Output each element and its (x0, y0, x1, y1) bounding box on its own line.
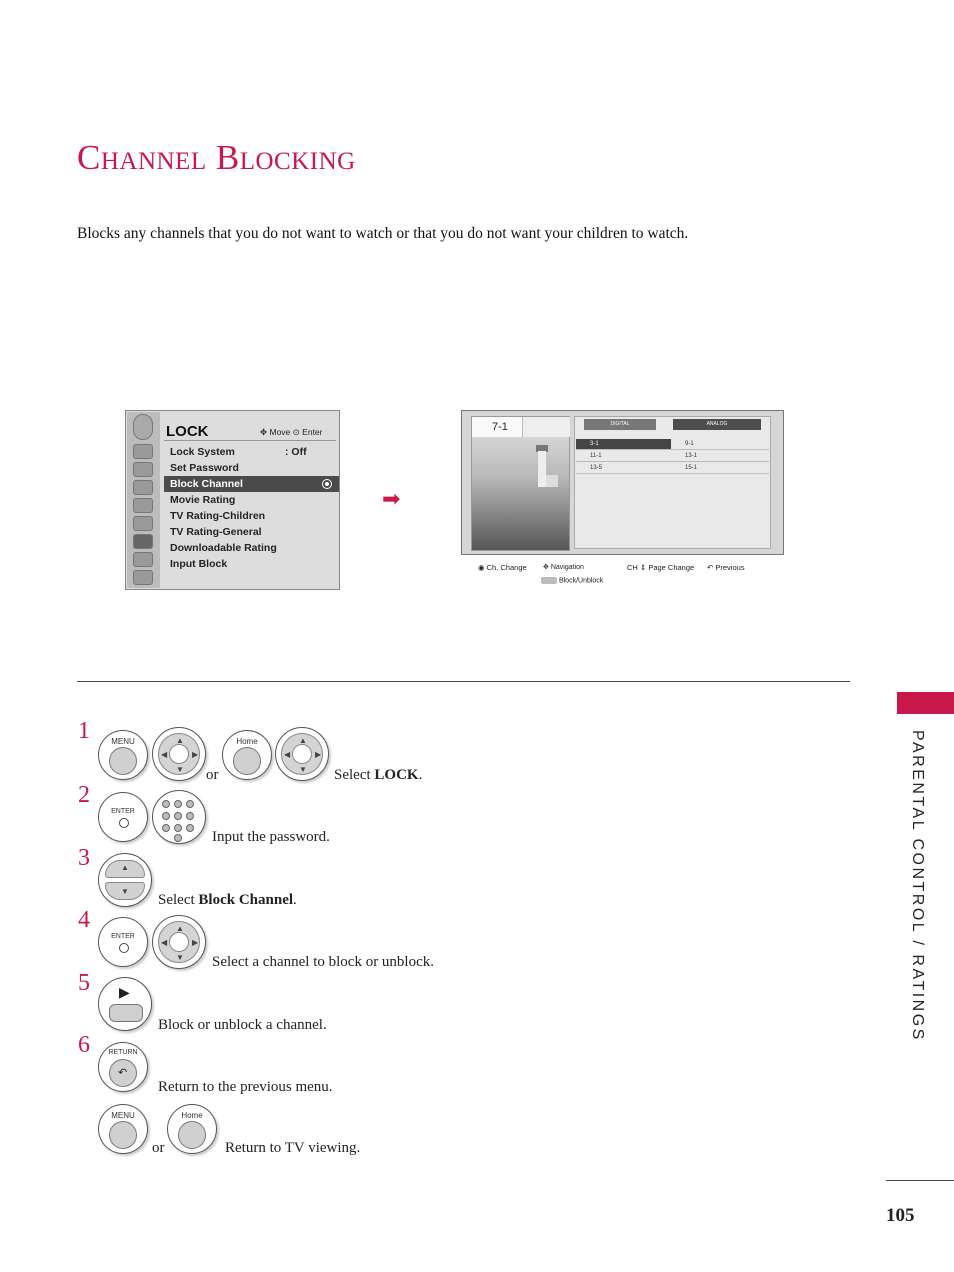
menu-button[interactable] (98, 730, 148, 780)
time-icon (133, 498, 153, 513)
down-arrow-icon: ▼ (176, 953, 184, 962)
setup-icon (133, 444, 153, 459)
enter-icon: ⊙ (292, 427, 300, 437)
key-5[interactable] (174, 812, 182, 820)
legend-navigation (543, 563, 584, 571)
section-tab (897, 692, 954, 714)
channel-cell[interactable]: 11-1 (576, 451, 671, 462)
return-icon: ↶ (118, 1067, 128, 1079)
menu-item-lock-system[interactable] (164, 444, 339, 460)
step-text: Select (334, 767, 375, 783)
down-arrow-icon: ▼ (121, 887, 129, 896)
step-number: 2 (78, 782, 90, 808)
right-arrow-icon: ▶ (192, 750, 199, 759)
menu-button-label: MENU (111, 1111, 135, 1120)
left-arrow-icon: ◀ (284, 750, 291, 759)
lock-menu-screen (125, 410, 340, 590)
step-bold-text: LOCK (374, 767, 419, 783)
step-bold-text: Block Channel (198, 892, 294, 908)
up-down-rocker[interactable] (98, 853, 152, 907)
key-8[interactable] (174, 824, 182, 832)
step-text: . (293, 892, 297, 908)
usb-icon (133, 570, 153, 585)
menu-button-label: MENU (111, 737, 135, 746)
tab-analog[interactable]: ANALOG (673, 419, 761, 430)
or-text: or (152, 1140, 165, 1156)
left-arrow-icon: ◀ (161, 938, 168, 947)
legend-label: Block/Unblock (558, 577, 604, 585)
button-face (109, 747, 137, 775)
right-arrow-icon: ▶ (315, 750, 322, 759)
step-number: 4 (78, 907, 90, 933)
key-9[interactable] (186, 824, 194, 832)
key-0[interactable] (174, 834, 182, 842)
down-arrow-icon: ▼ (299, 765, 307, 774)
lighthouse-house (546, 475, 558, 487)
enter-button-label: ENTER (111, 933, 135, 940)
nav-hub (169, 932, 189, 952)
section-label-text: PARENTAL CONTROL / RATINGS (909, 730, 926, 1042)
legend-label: Previous (715, 563, 745, 572)
home-button[interactable] (167, 1104, 217, 1154)
right-arrow-icon: ➡ (382, 486, 401, 511)
enter-button[interactable] (98, 917, 148, 967)
section-label (909, 730, 926, 1042)
key-4[interactable] (162, 812, 170, 820)
step-number: 5 (78, 970, 90, 996)
step-number: 1 (78, 718, 90, 744)
step-2-text: Input the password. (212, 829, 330, 845)
menu-item-label: Lock System (170, 446, 235, 458)
up-arrow-icon: ▲ (121, 863, 129, 872)
lock-menu-list (164, 444, 339, 572)
number-keypad[interactable] (152, 790, 206, 844)
divider (164, 440, 336, 441)
menu-item-tv-rating-general[interactable] (164, 524, 339, 540)
option-icon (133, 516, 153, 531)
up-button[interactable] (105, 860, 145, 878)
lighthouse-tower (538, 451, 546, 487)
navigation-pad[interactable] (275, 727, 329, 781)
menu-item-label: Block Channel (170, 478, 243, 490)
divider (77, 681, 850, 682)
return-icon: ↶ (707, 563, 714, 572)
down-arrow-icon: ▼ (176, 765, 184, 774)
nav-hub (169, 744, 189, 764)
menu-item-input-block[interactable] (164, 556, 339, 572)
down-button[interactable] (105, 882, 145, 900)
key-2[interactable] (174, 800, 182, 808)
menu-item-downloadable-rating[interactable] (164, 540, 339, 556)
legend-page-change (627, 563, 694, 572)
legend-previous (707, 563, 745, 572)
preview-header-blank (522, 417, 570, 437)
menu-icon-column (127, 412, 160, 588)
move-icon: ✥ (260, 427, 268, 437)
step-number: 6 (78, 1032, 90, 1058)
menu-item-tv-rating-children[interactable] (164, 508, 339, 524)
legend-label: Page Change (648, 563, 695, 572)
channel-list (574, 416, 771, 549)
up-arrow-icon: ▲ (176, 924, 184, 933)
tab-digital[interactable]: DIGITAL (584, 419, 656, 430)
color-key-icon (541, 577, 557, 584)
intro-text: Blocks any channels that you do not want to watch or that you do not want your children to watch. (77, 225, 689, 242)
step-text: . (418, 767, 423, 783)
enter-button-label: ENTER (111, 808, 135, 815)
navigation-pad[interactable] (152, 915, 206, 969)
step-1-text (334, 767, 422, 784)
lock-menu-hint (260, 427, 323, 438)
menu-item-block-channel[interactable] (164, 476, 339, 492)
up-arrow-icon: ▲ (299, 736, 307, 745)
right-arrow-icon: ▶ (192, 938, 199, 947)
step-3-text (158, 892, 297, 909)
menu-button[interactable] (98, 1104, 148, 1154)
button-face (178, 1121, 206, 1149)
left-arrow-icon: ◀ (161, 750, 168, 759)
preview-channel-number: 7-1 (472, 417, 522, 437)
lock-system-value: : Off (285, 446, 307, 458)
step-6-alt-text: Return to TV viewing. (225, 1140, 361, 1156)
menu-item-label: Set Password (170, 462, 239, 474)
lock-menu-icon (133, 534, 153, 549)
menu-item-label: TV Rating-Children (170, 510, 266, 522)
button-face (109, 1121, 137, 1149)
enter-icon (119, 943, 129, 953)
page-number: 105 (886, 1205, 915, 1226)
menu-item-label: TV Rating-General (170, 526, 262, 538)
step-4-text: Select a channel to block or unblock. (212, 954, 435, 970)
legend-label: Navigation (550, 564, 584, 571)
menu-item-set-password[interactable] (164, 460, 339, 476)
divider (886, 1180, 954, 1181)
key-7[interactable] (162, 824, 170, 832)
channel-block-screen (461, 410, 784, 555)
channel-cell[interactable]: 9-1 (671, 439, 769, 450)
channel-preview (471, 416, 570, 551)
step-text: Select (158, 892, 199, 908)
navigation-icon: ✥ (543, 564, 549, 571)
menu-item-movie-rating[interactable] (164, 492, 339, 508)
enter-indicator-icon (322, 479, 332, 489)
navigation-pad[interactable] (152, 727, 206, 781)
channel-cell[interactable]: 15-1 (671, 463, 769, 474)
enter-icon: ◉ (478, 563, 485, 572)
play-block-button[interactable] (98, 977, 152, 1031)
return-button-label: RETURN (108, 1049, 138, 1056)
legend-ch-change (478, 563, 527, 572)
legend-block-unblock (541, 577, 603, 584)
enter-icon (119, 818, 129, 828)
home-button[interactable] (222, 730, 272, 780)
play-icon: ▶ (119, 984, 130, 1000)
channel-cell[interactable]: 13-5 (576, 463, 671, 474)
lock-icon (133, 414, 153, 440)
menu-item-label: Input Block (170, 558, 228, 570)
menu-item-label: Movie Rating (170, 494, 236, 506)
home-button-label: Home (181, 1111, 203, 1120)
input-icon (133, 552, 153, 567)
move-hint: Move (269, 427, 291, 437)
key-6[interactable] (186, 812, 194, 820)
return-button[interactable] (98, 1042, 148, 1092)
lock-menu-header: LOCK (166, 423, 209, 440)
legend-label: Ch. Change (486, 563, 527, 572)
up-arrow-icon: ▲ (176, 736, 184, 745)
enter-button[interactable] (98, 792, 148, 842)
audio-icon (133, 480, 153, 495)
channel-cell[interactable]: 3-1 (576, 439, 671, 450)
block-button-face (109, 1004, 143, 1022)
key-3[interactable] (186, 800, 194, 808)
page-title: Channel Blocking (77, 138, 356, 177)
step-5-text: Block or unblock a channel. (158, 1017, 327, 1033)
or-text: or (206, 767, 219, 783)
picture-icon (133, 462, 153, 477)
step-number: 3 (78, 845, 90, 871)
ch-updown-icon: ⇕ (639, 563, 647, 572)
home-button-label: Home (236, 737, 258, 746)
step-6-text: Return to the previous menu. (158, 1079, 333, 1095)
channel-cell[interactable]: 13-1 (671, 451, 769, 462)
enter-hint: Enter (302, 427, 323, 437)
key-1[interactable] (162, 800, 170, 808)
legend-label: CH (627, 563, 638, 572)
menu-item-label: Downloadable Rating (170, 542, 277, 554)
button-face (233, 747, 261, 775)
nav-hub (292, 744, 312, 764)
